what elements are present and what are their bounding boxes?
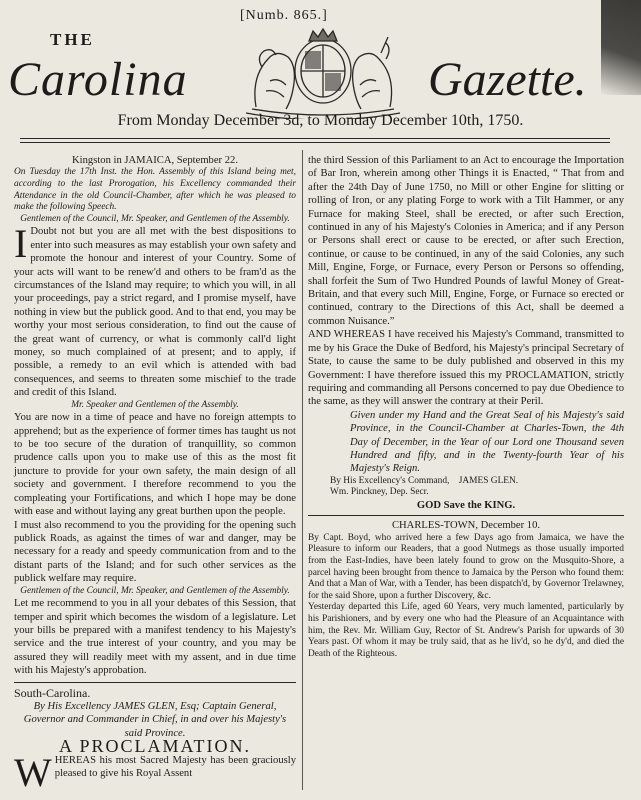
- proclamation-text: HEREAS his most Sacred Majesty has been graciously pleased to give his Royal Assent: [54, 754, 296, 779]
- column-divider: [302, 150, 303, 790]
- proclamation-title: A PROCLAMATION.: [58, 736, 252, 757]
- address-council: Gentlemen of the Council, Mr. Speaker, and Gentlemen of the Assembly.: [20, 213, 290, 224]
- speech-paragraph-1: [14, 221, 296, 399]
- speech-paragraph-3: I must also recommend to you the providing for the opening such publick Roads, as against the times of war and danger, may be necessary for a ready and speedy communication from and to the distant parts of the Island; and for such other services as the publick welfare may require.: [14, 519, 296, 585]
- signature-glen: JAMES GLEN.: [458, 475, 519, 486]
- given-under-hand: Given under my Hand and the Great Seal of his Majesty's said Province, in the Council-Chamber at Charles-Town, the 4th Day of December, in the Year of our Lord one Thousand seven Hundred and fifty, and in the Twenty-fourth Year of his Majesty's Reign.: [350, 409, 624, 475]
- intro-paragraph: On Tuesday the 17th Inst. the Hon. Assembly of this Island being met, according to the last Prorogation, his Excellency commanded their Attendance in the old Council-Chamber, after which he was pleased to make the following Speech.: [14, 167, 296, 213]
- address-final: Gentlemen of the Council, Mr. Speaker, and Gentlemen of the Assembly.: [20, 585, 290, 596]
- drop-cap: I: [14, 221, 28, 267]
- secretary-signature: Wm. Pinckney, Dep. Secr.: [330, 487, 429, 498]
- issue-number: [Numb. 865.]: [240, 8, 328, 23]
- speech-paragraph-4: Let me recommend to you in all your debates of this Session, that temper and spirit which becomes the wisdom of a legislature. Let your bills be prepared with a manifest tendency to his Majesty's service and the true interest of your country, and you may be assured they will readily meet with my assent, and in due time with his Majesty's approbation.: [14, 598, 296, 677]
- masthead-rule: [20, 138, 610, 143]
- section-rule: [14, 682, 296, 683]
- by-command: By His Excellency's Command,: [330, 475, 450, 486]
- right-column: [308, 154, 624, 660]
- dateline: From Monday December 3d, to Monday December 10th, 1750.: [117, 112, 524, 129]
- masthead-title-left: Carolina: [8, 53, 188, 106]
- news-nutmegs: By Capt. Boyd, who arrived here a few Days ago from Jamaica, we have the Pleasure to inform our Readers, that a good Nutmegs as those usually imported from the East-Indies, have been lately found to grow on the Musquito-Shore, a parcel having been brought from thence to Jamaica by the Person who found them: And that a Man of War, with a Tender, has been dispatch'd, by Governor Trelawney, for the said Shore, upon a further Discovery, &c.: [308, 532, 624, 601]
- charles-town-heading: CHARLES-TOWN, December 10.: [391, 520, 541, 532]
- speech-paragraph-2: You are now in a time of peace and have no foreign attempts to apprehend; but as the experience of former times has taught us not to be too secure of the duration of tranquillity, so common prudence calls upon you to make use of this as the most fit juncture to provide for your own safety, the main design of all society and government. I therefore recommend to you the compleating your Fortifications, and which I hope may be done with ease and without laying any great burthen upon the people.: [14, 412, 296, 518]
- kingston-heading: Kingston in JAMAICA, September 22.: [72, 155, 238, 166]
- left-column: [14, 154, 296, 795]
- masthead-the: THE: [50, 30, 95, 49]
- by-command-line: [308, 476, 624, 488]
- masthead-title-right: Gazette.: [428, 53, 587, 106]
- address-speaker: Mr. Speaker and Gentlemen of the Assembly.: [71, 399, 239, 410]
- south-carolina-heading: South-Carolina.: [14, 685, 91, 700]
- news-rule: [308, 515, 624, 516]
- torn-corner: [601, 0, 641, 95]
- royal-coat-of-arms-icon: [216, 27, 430, 119]
- speech-paragraph-1-text: Doubt not but you are all met with the best dispositions to enter into such measures as may establish your own safety and promote the honour and interest of your Country. Some of your acts will want to be renew'd and others to be fram'd as the circumstances of the Island may require; to which you will, in all your proceedings, pay a strict regard, and I promise myself, have nothing in view but the publick good. And to that end, you may be worthy your most serious consideration, to find out the cause of the great want of currency, or what is commonly call'd light money, so much complained of at present; and to apply, if possible, a remedy to an evil which is attended with bad consequences, and seems to threaten some mischief to the trade and credit of this Island.: [14, 226, 296, 399]
- proclamation-by: By His Excellency JAMES GLEN, Esq; Captain General, Governor and Commander in Chief, in and over his Majesty's said Province.: [23, 700, 287, 739]
- news-obituary: Yesterday departed this Life, aged 60 Years, very much lamented, particularly by his Parishioners, and by every one who had the Pleasure of an Acquaintance with him, the Rev. Mr. William Guy, Rector of St. Andrew's Parish for upwards of 30 Years past. Of whom it may be truly said, that as he liv'd, so he dy'd, and died the Death of the Righteous.: [308, 602, 624, 659]
- god-save-the-king: GOD Save the KING.: [416, 499, 516, 511]
- proclamation-paragraph: [14, 749, 296, 795]
- act-paragraph: the third Session of this Parliament to an Act to encourage the Importation of Bar Iron, wherein among other Things it is Enacted, “ That from and after the 24th Day of June 1750, no Mill or other Engine for slitting or rolling of Iron, or any plating Forge to work with a Tilt Hammer, or any Furnace for making Steel, shall be erected, or after such Erection, continued in any of his Majesty's Colonies in America; and if any Person or Persons shall erect or cause to be erected, or after such Erection, continue, or cause to be continued, in any of the said Colonies, any such Mill, Engine, Forge, or Furnace, every Person or Persons so offending, shall forfeit the Sum of Two Hundred Pounds of lawful Money of Great-Britain, and that every such Mill, Engine, Forge, or Furnace so erected or continued, contrary to the Directions of this Act, shall be deemed a common Nuisance.”: [308, 155, 624, 327]
- proclamation-drop-cap: W: [14, 749, 52, 795]
- whereas-paragraph: AND WHEREAS I have received his Majesty's Command, transmitted to me by his Grace the Duke of Bedford, his Majesty's principal Secretary of State, to cause the same to be duly published and observed in this my Government: I have therefore issued this my PROCLAMATION, strictly requiring and commanding all Persons concerned to pay due Obedience to the same, as they will answer the contrary at their Peril.: [308, 329, 624, 408]
